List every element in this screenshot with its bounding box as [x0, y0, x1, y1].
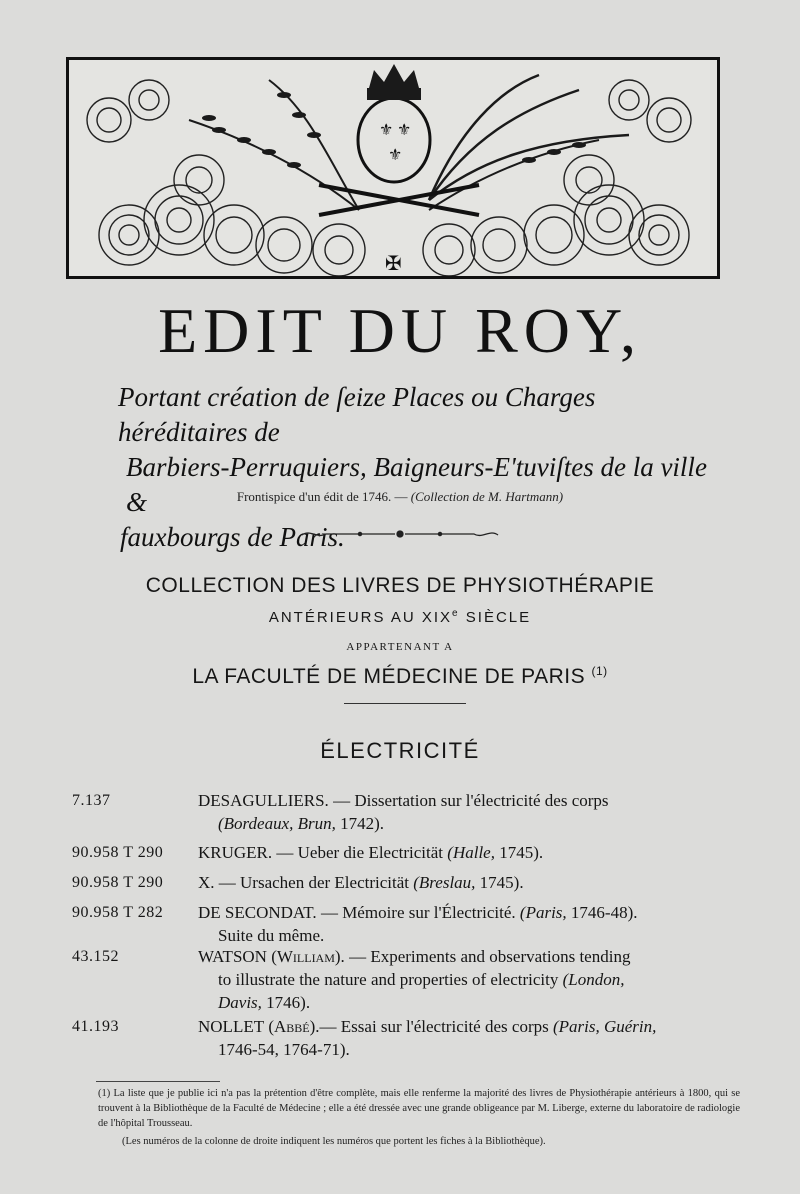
entry-continuation: [198, 968, 736, 991]
svg-text:⚜: ⚜: [397, 120, 412, 139]
entry-author: DE SECONDAT.: [198, 903, 317, 922]
entry-author-firstname: (William).: [266, 947, 345, 966]
entry-text: [198, 945, 736, 1014]
subtitle-line: Barbiers-Perruquiers, Baigneurs-E'tuviſtes de la ville &: [126, 452, 707, 517]
clouds-right: [471, 80, 691, 273]
entry-number: 90.958 T 290: [72, 844, 164, 861]
footnote: [74, 1086, 740, 1149]
footnote-note: (Les numéros de la colonne de droite indiquent les numéros que portent les fiches à la Bibliothèque).: [122, 1136, 546, 1147]
entry-title: — Dissertation sur l'électricité des corps: [328, 791, 609, 810]
entry-place: (London,: [558, 970, 625, 989]
entry-title: — Mémoire sur l'Électricité.: [316, 903, 516, 922]
entry-number: 43.152: [72, 948, 119, 965]
entry-continuation: 1746-54, 1764-71).: [218, 1040, 350, 1059]
subtitle-line: fauxbourgs de Paris.: [120, 522, 345, 552]
entry-title-cont: to illustrate the nature and properties of electricity: [218, 970, 559, 989]
order-cross: [385, 251, 402, 275]
svg-text:⚜: ⚜: [379, 120, 394, 139]
entry-publisher: Davis,: [218, 993, 262, 1012]
entry-author: WATSON: [198, 947, 267, 966]
entry-text: [198, 841, 736, 864]
royal-crown: [367, 64, 421, 100]
entry-year: 1746).: [261, 993, 311, 1012]
entry-publisher: (Paris,: [515, 903, 567, 922]
entry-number: 90.958 T 282: [72, 904, 164, 921]
entry-title: — Ueber die Electricität: [272, 843, 444, 862]
palm-fronds: [429, 75, 629, 200]
faculte-heading: [0, 664, 800, 689]
entry-author: KRUGER.: [198, 843, 273, 862]
footnote-text: (1) La liste que je publie ici n'a pas la prétention d'être complète, mais elle renferme la majorité des livres de Physiothérapie antérieurs à 1800, qui se trouvent à la Bibliothèque de la Faculté de Médecine ; elle a été dressée avec une grande obligeance par M. Liberge, externe du laboratoire de radiologie de l'hôpital Trousseau.: [98, 1088, 740, 1129]
appartenant-label: APPARTENANT A: [346, 641, 454, 653]
entry-publisher: (Paris, Guérin,: [548, 1017, 657, 1036]
entry-continuation: [198, 991, 736, 1014]
entry-year: 1745).: [494, 843, 544, 862]
entry-title: — Ursachen der Electricität: [214, 873, 409, 892]
collection-title: COLLECTION DES LIVRES DE PHYSIOTHÉRAPIE: [145, 574, 655, 597]
entry-number: 7.137: [72, 792, 111, 809]
divider: [344, 703, 466, 704]
collection-subtitle-text: ANTÉRIEURS AU XIX: [268, 609, 453, 626]
entry-publisher: (Halle,: [443, 843, 495, 862]
entry-author: NOLLET: [198, 1017, 265, 1036]
svg-text:✠: ✠: [385, 251, 402, 275]
entry-text: [198, 789, 736, 835]
entry-publisher: (Bordeaux, Brun,: [218, 814, 336, 833]
decorative-ornament: [300, 527, 500, 541]
faculte-text: LA FACULTÉ DE MÉDECINE DE PARIS: [192, 665, 586, 688]
page-title: EDIT DU ROY,: [158, 295, 642, 366]
entry-title: — Essai sur l'électricité des corps: [319, 1017, 549, 1036]
footnote-marker: (1): [591, 664, 608, 678]
entry-year: 1746-48).: [566, 903, 638, 922]
entry-number: 90.958 T 290: [72, 874, 164, 891]
frontispiece-caption: [0, 489, 800, 505]
collection-subtitle: [0, 608, 800, 626]
entry-text: [198, 1015, 736, 1061]
entry-text: [198, 871, 736, 894]
entry-publisher: (Breslau,: [409, 873, 476, 892]
entry-year: 1745).: [475, 873, 524, 892]
headpiece-illustration: [69, 60, 717, 276]
clouds-left: [87, 80, 312, 273]
entry-author: DESAGULLIERS.: [198, 791, 329, 810]
crossed-torches: [319, 185, 479, 215]
entry-title: — Experiments and observations tending: [344, 947, 631, 966]
footnote-divider: [96, 1081, 220, 1082]
entry-year: 1742).: [335, 814, 385, 833]
section-heading: ÉLECTRICITÉ: [320, 738, 480, 763]
entry-continuation: Suite du même.: [218, 926, 325, 945]
entry-continuation: [198, 812, 736, 835]
entry-author-title: (Abbé).: [264, 1017, 320, 1036]
caption-credit: (Collection de M. Hartmann): [410, 489, 564, 504]
caption-text: Frontispice d'un édit de 1746. —: [236, 489, 408, 504]
collection-subtitle-end: SIÈCLE: [465, 609, 532, 626]
entry-number: 41.193: [72, 1018, 119, 1035]
svg-text:⚜: ⚜: [388, 145, 403, 164]
entry-text: [198, 901, 736, 947]
century-superscript: e: [452, 608, 460, 619]
engraved-headpiece: [66, 57, 720, 279]
subtitle-line: Portant création de ſeize Places ou Charges héréditaires de: [118, 382, 596, 447]
royal-shield: [358, 98, 430, 182]
entry-author: X.: [198, 873, 215, 892]
